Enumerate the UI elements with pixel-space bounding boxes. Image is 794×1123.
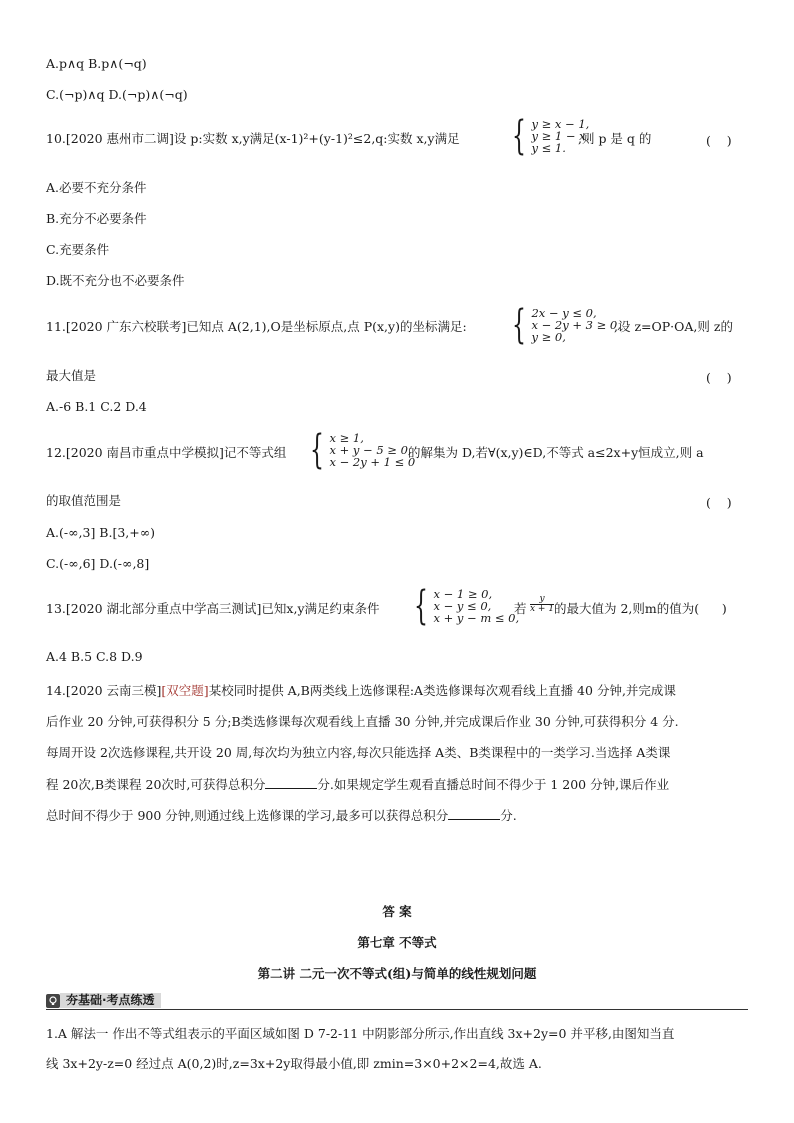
q12-options-line2: C.(-∞,6] D.(-∞,8] — [46, 556, 150, 571]
q9-options-line2: C.(¬p)∧q D.(¬p)∧(¬q) — [46, 87, 188, 102]
q12-tail: 的解集为 D,若∀(x,y)∈D,不等式 a≤2x+y恒成立,则 a — [408, 445, 704, 460]
brace-icon: { — [512, 302, 526, 348]
q12-answer-paren: ( ) — [706, 495, 732, 510]
answer-1-line1: 1.A 解法一 作出不等式组表示的平面区域如图 D 7-2-11 中阴影部分所示,作出直线 3x+2y=0 并平移,由图知当直 — [46, 1026, 675, 1041]
q10-answer-paren: ( ) — [706, 133, 732, 148]
brace-icon: { — [310, 427, 324, 473]
q10-sys-line: y ≤ 1. — [531, 141, 566, 155]
brace-icon: { — [414, 583, 428, 629]
q11-stem: 11.[2020 广东六校联考]已知点 A(2,1),O是坐标原点,点 P(x,y)的坐标满足: — [46, 319, 467, 334]
q14-blank-1 — [265, 778, 317, 789]
section-badge — [46, 993, 176, 1008]
answer-title: 答 案 — [382, 904, 412, 919]
q14-line4 — [46, 778, 669, 792]
q13-system — [414, 583, 520, 629]
q14-line3: 每周开设 2次选修课程,共开设 20 周,每次均为独立内容,每次只能选择 A类、B类课程中的一类学习.当选择 A类课 — [46, 745, 671, 760]
q13-tail-b: 的最大值为 2,则m的值为( — [554, 601, 700, 616]
q10-option-b: B.充分不必要条件 — [46, 211, 147, 226]
q14-line5b: 分. — [500, 808, 517, 823]
q11-sys-line: 2x − y ≤ 0, — [531, 306, 597, 320]
section-title: 第二讲 二元一次不等式(组)与简单的线性规划问题 — [257, 966, 537, 981]
q10-option-d: D.既不充分也不必要条件 — [46, 273, 185, 288]
q14-line4a: 程 20次,B类课程 20次时,可获得总积分 — [46, 777, 266, 792]
q11-tail: ,设 z=OP·OA,则 z的 — [614, 319, 733, 334]
q14-line1 — [46, 685, 676, 698]
q14-blank-2 — [448, 809, 500, 820]
q13-tail-a: 若 — [514, 601, 527, 616]
q13-sys-line: x + y − m ≤ 0, — [433, 611, 520, 625]
q11-options: A.-6 B.1 C.2 D.4 — [46, 399, 147, 414]
q12-options-line1: A.(-∞,3] B.[3,+∞) — [46, 525, 156, 540]
q9-options-line1: A.p∧q B.p∧(¬q) — [46, 56, 147, 71]
q12-sys-line: x ≥ 1, — [329, 431, 364, 445]
q12-stem: 12.[2020 南昌市重点中学模拟]记不等式组 — [46, 445, 287, 460]
q11-sys-line: x − 2y + 3 ≥ 0, — [531, 318, 621, 332]
q12-sys-line: x + y − 5 ≥ 0, — [329, 443, 412, 457]
answer-1-line2: 线 3x+2y-z=0 经过点 A(0,2)时,z=3x+2y取得最小值,即 zmin=3×0+2×2=4,故选 A. — [46, 1056, 542, 1071]
q13-sys-line: x − 1 ≥ 0, — [433, 587, 493, 601]
q13-options: A.4 B.5 C.8 D.9 — [46, 649, 143, 664]
q11-line2: 最大值是 — [46, 368, 97, 383]
q14-line5a: 总时间不得少于 900 分钟,则通过线上选修课的学习,最多可以获得总积分 — [46, 808, 449, 823]
q10-option-a: A.必要不充分条件 — [46, 180, 147, 195]
q11-sys-line: y ≥ 0, — [531, 330, 566, 344]
lightbulb-icon — [46, 994, 60, 1008]
q10-stem: 10.[2020 惠州市二调]设 p:实数 x,y满足(x-1)²+(y-1)²≤2,q:实数 x,y满足 — [46, 131, 460, 146]
badge-label: 夯基础·考点练透 — [60, 993, 161, 1008]
q12-line2: 的取值范围是 — [46, 493, 122, 508]
q10-sys-line: y ≥ 1 − x, — [531, 129, 590, 143]
q11-system — [512, 302, 621, 348]
chapter-title: 第七章 不等式 — [357, 935, 437, 950]
q11-answer-paren: ( ) — [706, 370, 732, 385]
q13-stem: 13.[2020 湖北部分重点中学高三测试]已知x,y满足约束条件 — [46, 601, 380, 616]
q14-tag: [双空题] — [161, 683, 209, 698]
q14-line1-text: 某校同时提供 A,B两类线上选修课程:A类选修课每次观看线上直播 40 分钟,并完成课 — [208, 683, 676, 698]
q10-option-c: C.充要条件 — [46, 242, 110, 257]
q13-sys-line: x − y ≤ 0, — [433, 599, 492, 613]
q10-tail: ,则 p 是 q 的 — [578, 131, 652, 146]
q12-sys-line: x − 2y + 1 ≤ 0 — [329, 455, 416, 469]
q10-sys-line: y ≥ x − 1, — [531, 117, 590, 131]
q14-line4b: 分.如果规定学生观看直播总时间不得少于 1 200 分钟,课后作业 — [317, 777, 670, 792]
q12-system — [310, 427, 416, 473]
badge-divider — [46, 1009, 748, 1010]
q13-answer-paren: ) — [706, 601, 727, 616]
q14-line5 — [46, 809, 517, 823]
q13-fraction — [530, 595, 554, 614]
q14-line2: 后作业 20 分钟,可获得积分 5 分;B类选修课每次观看线上直播 30 分钟,并完成课后作业 30 分钟,可获得积分 4 分. — [46, 714, 679, 729]
q14-prefix: 14.[2020 云南三模] — [46, 683, 162, 698]
brace-icon: { — [512, 113, 526, 159]
q13-frac-den: x + 1 — [530, 604, 555, 614]
q13-frac-num: y — [530, 595, 554, 605]
